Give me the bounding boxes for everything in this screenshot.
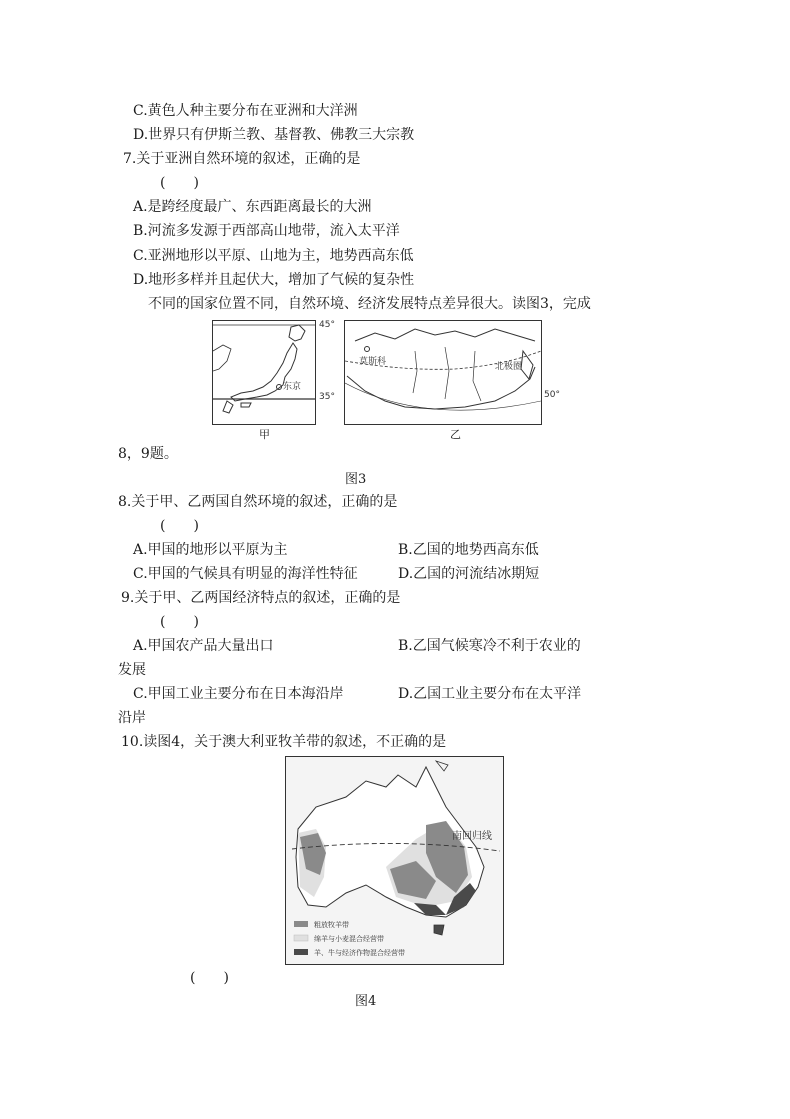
australia-map — [285, 756, 504, 965]
q9-option-b-continued: 发展 — [118, 662, 146, 678]
tokyo-label: 东京 — [283, 382, 302, 392]
q9-option-b: B.乙国气候寒冷不利于农业的 — [398, 638, 581, 654]
australia-map-drawing — [286, 757, 503, 964]
legend-extensive-sheep: 粗放牧羊带 — [314, 921, 349, 929]
q7-option-a: A.是跨经度最广、东西距离最长的大洲 — [133, 199, 372, 215]
arctic-circle-label: 北极圈 — [495, 362, 523, 372]
q9-stem: 9.关于甲、乙两国经济特点的叙述，正确的是 — [121, 590, 401, 606]
moscow-label: 莫斯科 — [359, 357, 387, 367]
japan-map-drawing — [213, 321, 315, 424]
figure3-intro: 不同的国家位置不同，自然环境、经济发展特点差异很大。读图3，完成 — [148, 296, 591, 312]
q8-option-d: D.乙国的河流结冰期短 — [398, 566, 540, 582]
figure3-caption: 图3 — [345, 472, 367, 487]
map-yi — [344, 320, 542, 425]
q7-option-c: C.亚洲地形以平原、山地为主，地势西高东低 — [133, 248, 414, 264]
q9-answer-blank[interactable]: ( ) — [160, 614, 199, 630]
russia-map-drawing — [345, 321, 541, 424]
lat-45-label: 45° — [319, 320, 335, 330]
q8-answer-blank[interactable]: ( ) — [160, 518, 199, 534]
q10-stem: 10.读图4，关于澳大利亚牧羊带的叙述，不正确的是 — [121, 734, 447, 750]
q8-stem: 8.关于甲、乙两国自然环境的叙述，正确的是 — [118, 494, 398, 510]
q9-option-a: A.甲国农产品大量出口 — [133, 638, 274, 654]
figure3-intro-continued: 8，9题。 — [118, 446, 178, 462]
q10-answer-blank[interactable]: ( ) — [190, 970, 229, 986]
q9-option-d-continued: 沿岸 — [118, 710, 146, 726]
q8-option-b: B.乙国的地势西高东低 — [398, 542, 539, 558]
q6-option-d: D.世界只有伊斯兰教、基督教、佛教三大宗教 — [133, 127, 415, 143]
q6-option-c: C.黄色人种主要分布在亚洲和大洋洲 — [133, 103, 358, 119]
map-yi-label: 乙 — [450, 428, 461, 441]
q7-option-b: B.河流多发源于西部高山地带，流入太平洋 — [133, 223, 400, 239]
legend-sheep-wheat: 绵羊与小麦混合经营带 — [314, 935, 384, 943]
map-jia-label: 甲 — [259, 428, 270, 441]
legend-mixed-farming: 羊、牛与经济作物混合经营带 — [314, 949, 405, 957]
q7-answer-blank[interactable]: ( ) — [160, 175, 199, 191]
figure4-caption: 图4 — [355, 994, 377, 1009]
q8-option-c: C.甲国的气候具有明显的海洋性特征 — [133, 566, 358, 582]
lat-50-label: 50° — [544, 390, 560, 400]
q9-option-d: D.乙国工业主要分布在太平洋 — [398, 686, 582, 702]
q9-option-c: C.甲国工业主要分布在日本海沿岸 — [133, 686, 344, 702]
map-jia — [212, 320, 316, 425]
q8-option-a: A.甲国的地形以平原为主 — [133, 542, 288, 558]
lat-35-label: 35° — [319, 392, 335, 402]
tropic-label: 南回归线 — [452, 831, 492, 842]
q7-option-d: D.地形多样并且起伏大，增加了气候的复杂性 — [133, 272, 415, 288]
q7-stem: 7.关于亚洲自然环境的叙述，正确的是 — [123, 151, 361, 167]
